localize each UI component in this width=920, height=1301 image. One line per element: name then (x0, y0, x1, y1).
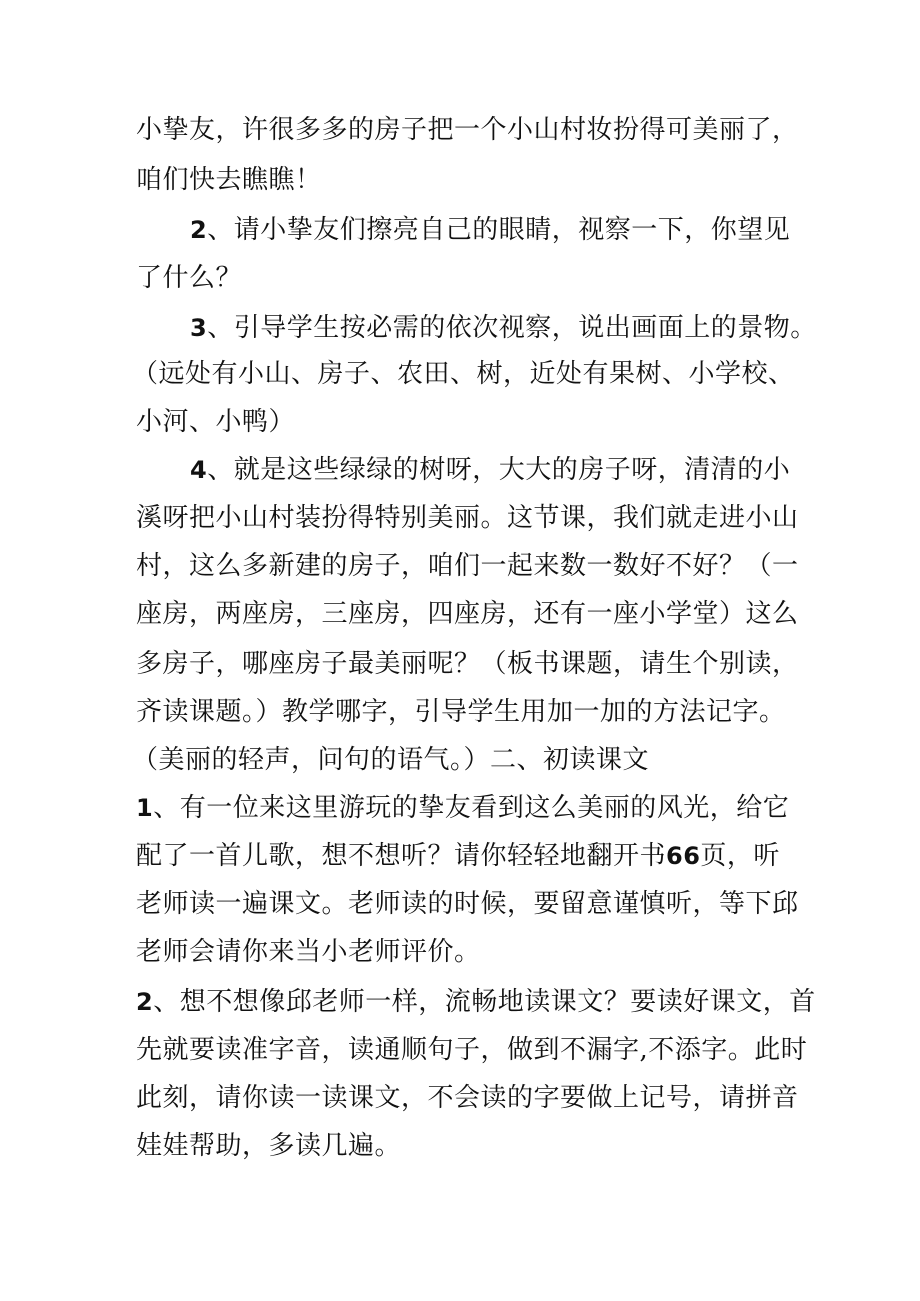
text-line (136, 596, 799, 632)
list-number: 4 (190, 456, 208, 484)
text-segment: （美丽的轻声，问句的语气。）二、初读课文 (132, 745, 650, 775)
text-line (136, 1032, 807, 1068)
text-segment: 咱们快去瞧瞧！ (136, 165, 322, 195)
text-line (136, 1080, 799, 1116)
text-segment: 配了一首儿歌，想不想听？请你轻轻地翻开书 (136, 841, 667, 871)
text-line (136, 790, 789, 826)
text-line (136, 934, 481, 970)
text-segment: 座房，两座房，三座房，四座房，还有一座小学堂）这么 (136, 599, 799, 629)
text-line (132, 742, 649, 778)
text-segment: 先就要读准字音，读通顺句子，做到不漏字,不添字。此时 (136, 1035, 808, 1065)
text-segment: 老师会请你来当小老师评价。 (136, 937, 481, 967)
text-line (136, 694, 786, 730)
page-number: 66 (666, 842, 701, 870)
text-segment: 、想不想像邱老师一样，流畅地读课文？要读好课文，首 (153, 987, 816, 1017)
text-segment: 小挚友，许很多多的房子把一个小山村妆扮得可美丽了， (136, 115, 799, 145)
text-line (190, 452, 790, 488)
text-line (132, 356, 795, 392)
text-line (136, 162, 322, 198)
text-segment: 、有一位来这里游玩的挚友看到这么美丽的风光，给它 (153, 793, 790, 823)
text-segment: 多房子，哪座房子最美丽呢？（板书课题，请生个别读， (136, 649, 799, 679)
text-line (136, 838, 780, 874)
text-segment: 、引导学生按必需的依次视察，说出画面上的景物。 (207, 313, 817, 343)
list-number: 2 (190, 216, 208, 244)
text-line (136, 646, 799, 682)
text-segment: 老师读一遍课文。老师读的时候，要留意谨慎听，等下邱 (136, 889, 799, 919)
list-number: 2 (136, 988, 154, 1016)
text-segment: 村，这么多新建的房子，咱们一起来数一数好不好？（一 (136, 551, 799, 581)
text-segment: 、请小挚友们擦亮自己的眼睛，视察一下，你望见 (207, 215, 791, 245)
list-number: 3 (190, 314, 208, 342)
text-segment: 了什么？ (136, 263, 243, 293)
text-segment: 页，听 (700, 841, 780, 871)
text-line (136, 404, 295, 440)
text-line (136, 984, 816, 1020)
text-line (136, 500, 799, 536)
text-segment: 娃娃帮助，多读几遍。 (136, 1131, 402, 1161)
text-line (136, 112, 799, 148)
text-segment: 齐读课题。）教学哪字，引导学生用加一加的方法记字。 (136, 697, 786, 727)
text-segment: 小河、小鸭） (136, 407, 296, 437)
list-number: 1 (136, 794, 154, 822)
text-segment: 溪呀把小山村装扮得特别美丽。这节课，我们就走进小山 (136, 503, 799, 533)
text-line (190, 310, 817, 346)
text-line (136, 886, 799, 922)
text-line (136, 260, 242, 296)
text-segment: 、就是这些绿绿的树呀，大大的房子呀，清清的小 (207, 455, 791, 485)
text-line (136, 548, 799, 584)
text-segment: （远处有小山、房子、农田、树，近处有果树、小学校、 (132, 359, 795, 389)
text-segment: 此刻，请你读一读课文，不会读的字要做上记号，请拼音 (136, 1083, 799, 1113)
text-line (190, 212, 790, 248)
text-line (136, 1128, 401, 1164)
